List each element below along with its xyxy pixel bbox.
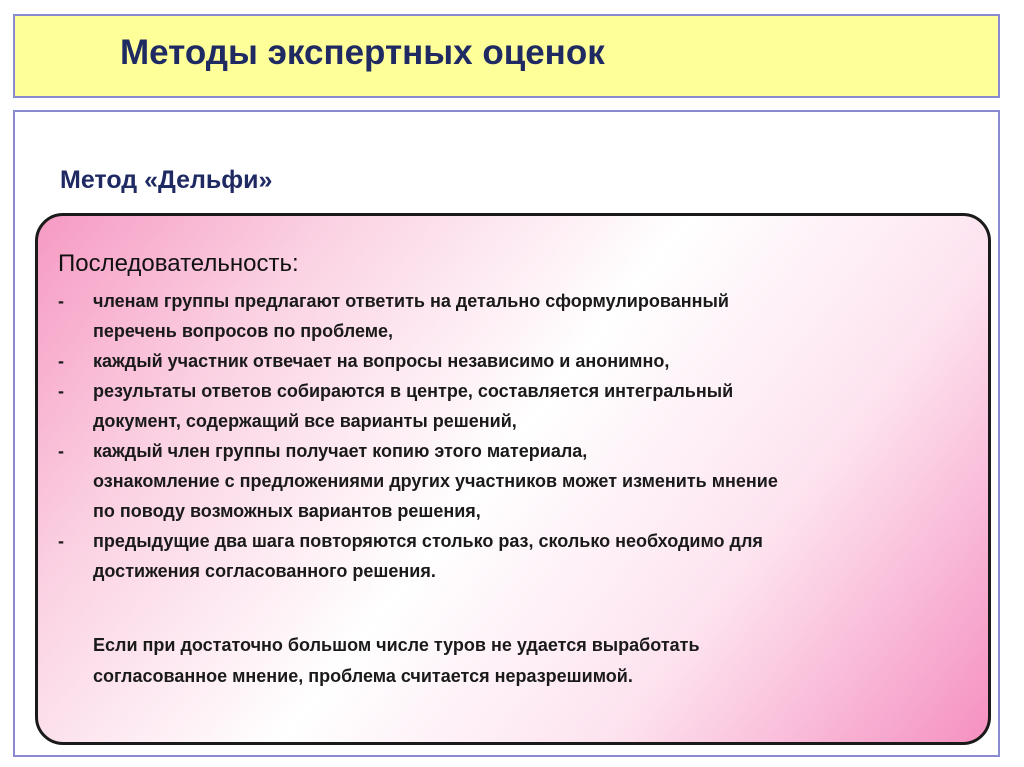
list-item-line: достижения согласованного решения. (93, 561, 436, 581)
sequence-box (35, 213, 991, 745)
list-item-line: каждый член группы получает копию этого материала, (93, 441, 588, 461)
list-item (58, 526, 978, 586)
list-item-line: ознакомление с предложениями других участников может изменить мнение (93, 471, 778, 491)
list-item (58, 346, 978, 376)
list-bullet: - (58, 291, 64, 311)
list-item-line: каждый участник отвечает на вопросы независимо и анонимно, (93, 351, 670, 371)
conclusion-note-line: Если при достаточно большом числе туров не удается выработать (93, 635, 700, 655)
conclusion-note (93, 630, 700, 692)
title-banner (13, 14, 1000, 98)
list-item-line: предыдущие два шага повторяются столько раз, сколько необходимо для (93, 531, 763, 551)
list-item (58, 436, 978, 526)
list-bullet: - (58, 381, 64, 401)
list-item-line: документ, содержащий все варианты решений, (93, 411, 517, 431)
list-bullet: - (58, 441, 64, 461)
conclusion-note-line: согласованное мнение, проблема считается неразрешимой. (93, 666, 633, 686)
list-bullet: - (58, 531, 64, 551)
list-bullet: - (58, 351, 64, 371)
slide-title: Методы экспертных оценок (120, 33, 605, 72)
method-subtitle: Метод «Дельфи» (60, 166, 273, 194)
list-item-line: результаты ответов собираются в центре, составляется интегральный (93, 381, 734, 401)
list-item (58, 376, 978, 436)
list-item-line: по поводу возможных вариантов решения, (93, 501, 481, 521)
content-frame (13, 110, 1000, 757)
list-item-line: членам группы предлагают ответить на детально сформулированный (93, 291, 729, 311)
sequence-list (58, 286, 978, 586)
list-item-line: перечень вопросов по проблеме, (93, 321, 394, 341)
list-item (58, 286, 978, 346)
sequence-heading: Последовательность: (58, 250, 299, 277)
